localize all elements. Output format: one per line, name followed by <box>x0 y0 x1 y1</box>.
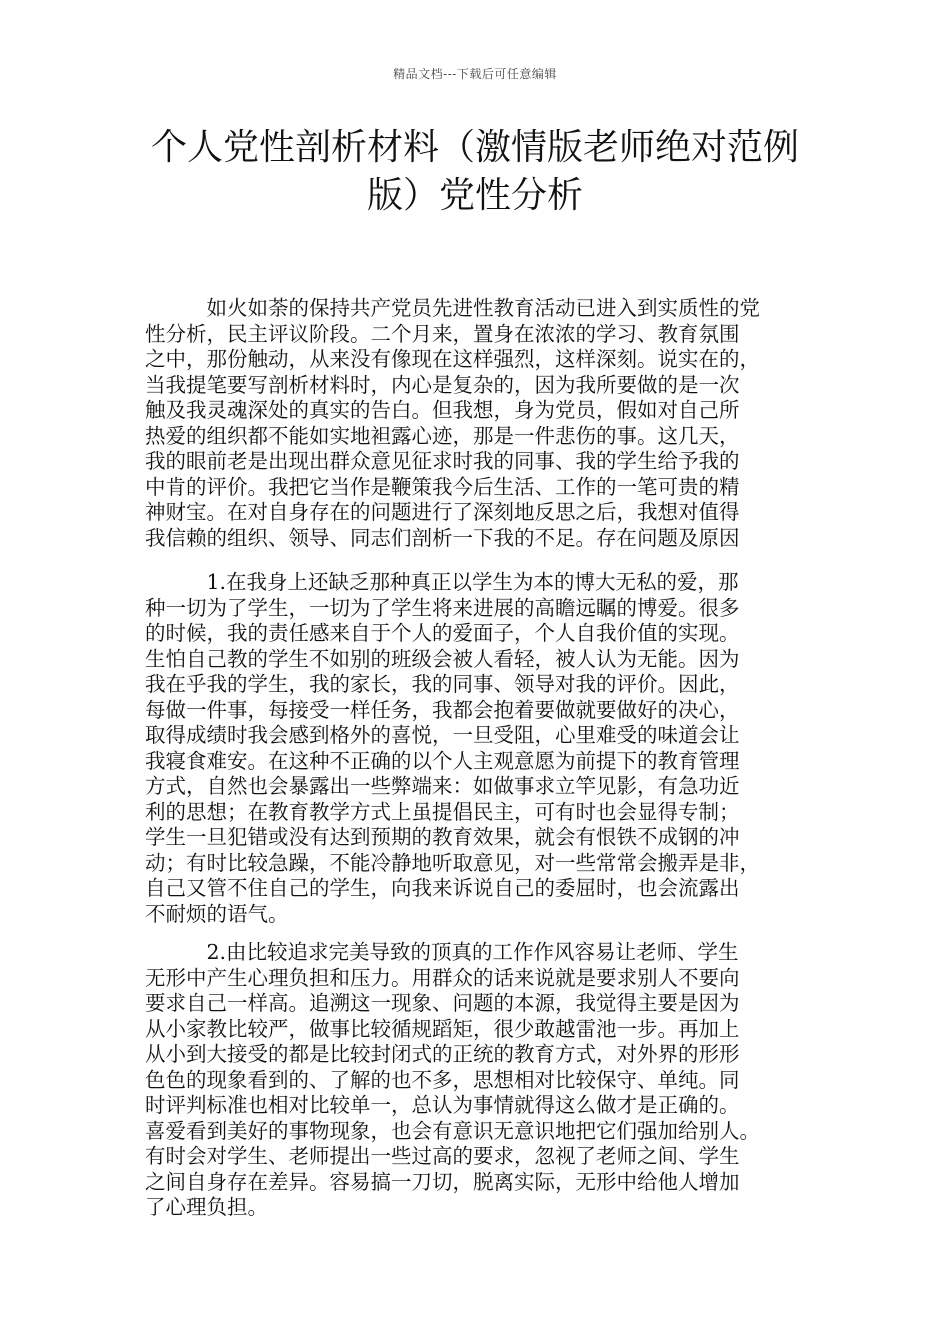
paragraph-line: 生怕自己教的学生不如别的班级会被人看轻，被人认为无能。因为 <box>145 646 740 671</box>
paragraph-line: 色色的现象看到的、了解的也不多，思想相对比较保守、单纯。同 <box>145 1067 740 1092</box>
paragraph-line: 我信赖的组织、领导、同志们剖析一下我的不足。存在问题及原因 <box>145 525 740 550</box>
paragraph-line: 的时候，我的责任感来自于个人的爱面子，个人自我价值的实现。 <box>145 621 740 645</box>
paragraph-line: 性分析，民主评议阶段。二个月来，置身在浓浓的学习、教育氛围 <box>145 321 740 346</box>
paragraph-line: 2.由比较追求完美导致的顶真的工作作风容易让老师、学生 <box>145 940 739 964</box>
paragraph-line: 要求自己一样高。追溯这一现象、问题的本源，我觉得主要是因为 <box>145 991 740 1015</box>
paragraph-intro <box>145 296 817 551</box>
paragraph-line: 不耐烦的语气。 <box>145 901 289 926</box>
paragraph-line: 种一切为了学生，一切为了学生将来进展的高瞻远瞩的博爱。很多 <box>145 595 740 620</box>
paragraph-line: 从小到大接受的都是比较封闭式的正统的教育方式，对外界的形形 <box>145 1042 740 1066</box>
paragraph-line: 了心理负担。 <box>145 1195 268 1219</box>
paragraph-line: 如火如荼的保持共产党员先进性教育活动已进入到实质性的党 <box>145 296 760 320</box>
paragraph-line: 我的眼前老是出现出群众意见征求时我的同事、我的学生给予我的 <box>145 449 740 473</box>
paragraph-line: 无形中产生心理负担和压力。用群众的话来说就是要求别人不要向 <box>145 965 740 990</box>
header-note: 精品文档---下载后可任意编辑 <box>393 67 557 81</box>
paragraph-line: 学生一旦犯错或没有达到预期的教育效果，就会有恨铁不成钢的冲 <box>145 825 740 849</box>
title-line-1: 个人党性剖析材料（激情版老师绝对范例 <box>150 127 799 168</box>
paragraph-line: 从小家教比较严，做事比较循规蹈矩，很少敢越雷池一步。再加上 <box>145 1016 740 1041</box>
paragraph-line: 取得成绩时我会感到格外的喜悦，一旦受阻，心里难受的味道会让 <box>145 723 740 747</box>
paragraph-line: 1.在我身上还缺乏那种真正以学生为本的博大无私的爱，那 <box>145 570 739 594</box>
paragraph-line: 有时会对学生、老师提出一些过高的要求，忽视了老师之间、学生 <box>145 1144 740 1168</box>
paragraph-line: 我在乎我的学生，我的家长，我的同事、领导对我的评价。因此， <box>145 672 740 696</box>
document-title <box>120 124 830 220</box>
paragraph-line: 之间自身存在差异。容易搞一刀切，脱离实际，无形中给他人增加 <box>145 1169 740 1194</box>
paragraph-line: 当我提笔要写剖析材料时，内心是复杂的，因为我所要做的是一次 <box>145 372 740 397</box>
paragraph-line: 每做一件事，每接受一样任务，我都会抱着要做就要做好的决心， <box>145 697 740 722</box>
paragraph-line: 利的思想；在教育教学方式上虽提倡民主，可有时也会显得专制； <box>145 799 740 824</box>
paragraph-line: 我寝食难安。在这种不正确的以个人主观意愿为前提下的教育管理 <box>145 748 740 773</box>
paragraph-line: 神财宝。在对自身存在的问题进行了深刻地反思之后，我想对值得 <box>145 500 740 524</box>
paragraph-line: 时评判标准也相对比较单一，总认为事情就得这么做才是正确的。 <box>145 1093 740 1117</box>
paragraph-line: 热爱的组织都不能如实地袒露心迹，那是一件悲伤的事。这几天， <box>145 423 740 448</box>
paragraph-line: 之中，那份触动，从来没有像现在这样强烈，这样深刻。说实在的， <box>145 347 760 371</box>
paragraph-line: 中肯的评价。我把它当作是鞭策我今后生活、工作的一笔可贵的精 <box>145 474 740 499</box>
paragraph-point-1 <box>145 570 817 927</box>
paragraph-line: 触及我灵魂深处的真实的告白。但我想，身为党员，假如对自己所 <box>145 398 740 422</box>
paragraph-point-2 <box>145 940 817 1221</box>
title-line-2: 版）党性分析 <box>366 175 583 216</box>
paragraph-line: 自己又管不住自己的学生，向我来诉说自己的委屈时，也会流露出 <box>145 876 740 900</box>
paragraph-line: 方式，自然也会暴露出一些弊端来：如做事求立竿见影，有急功近 <box>145 774 740 798</box>
paragraph-line: 喜爱看到美好的事物现象，也会有意识无意识地把它们强加给别人。 <box>145 1118 760 1143</box>
paragraph-line: 动；有时比较急躁，不能冷静地听取意见，对一些常常会搬弄是非， <box>145 850 760 875</box>
